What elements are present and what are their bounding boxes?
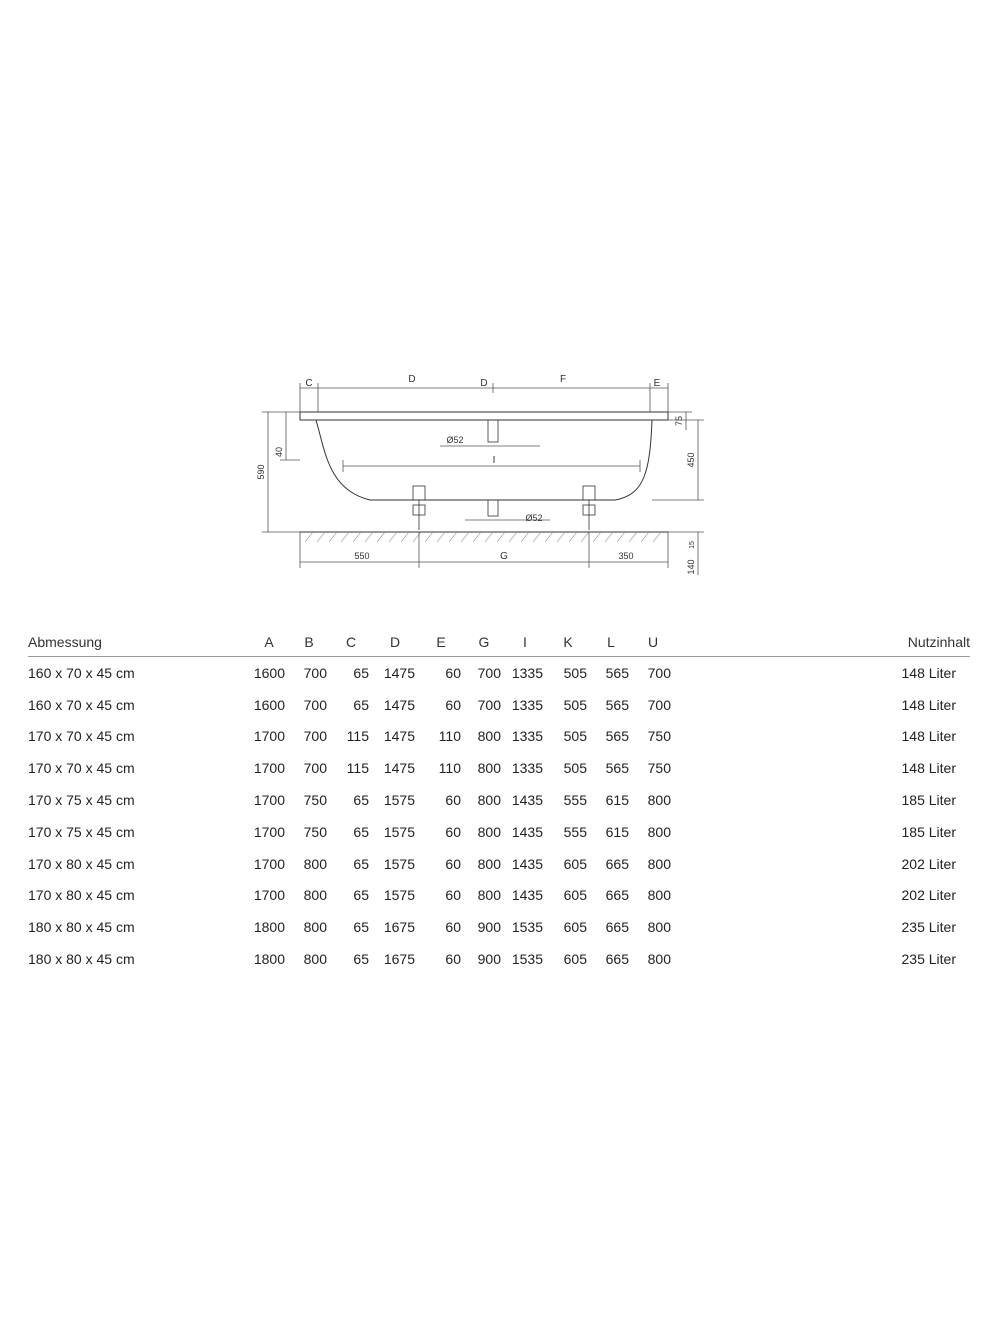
row-value: 505 (563, 664, 587, 681)
row-value: 700 (647, 696, 671, 713)
dim-drain-diameter: Ø52 (525, 513, 543, 523)
row-volume: 185 Liter (901, 823, 956, 840)
dim-75: 75 (674, 415, 684, 427)
right-foot (583, 486, 595, 500)
row-value: 1575 (383, 792, 415, 809)
row-value: 800 (477, 823, 501, 840)
row-value: 665 (605, 855, 629, 872)
dim-15: 15 (689, 541, 696, 549)
left-foot (413, 486, 425, 500)
table-row (28, 721, 970, 753)
row-value: 115 (346, 760, 369, 777)
row-value: 1435 (511, 855, 543, 872)
row-volume: 185 Liter (901, 792, 956, 809)
bathtub-technical-drawing (0, 0, 1000, 600)
row-volume: 202 Liter (901, 855, 956, 872)
row-value: 700 (477, 696, 501, 713)
table-row (28, 816, 970, 848)
row-size: 160 x 70 x 45 cm (28, 664, 135, 681)
row-value: 565 (605, 664, 629, 681)
row-value: 1700 (253, 792, 285, 809)
row-size: 170 x 70 x 45 cm (28, 760, 135, 777)
row-value: 65 (353, 664, 369, 681)
row-value: 1335 (511, 728, 543, 745)
dim-350: 350 (618, 551, 634, 561)
header-col: C (330, 628, 372, 657)
row-value: 60 (445, 855, 461, 872)
table-row (28, 848, 970, 880)
row-value: 110 (438, 728, 461, 745)
row-value: 1335 (511, 696, 543, 713)
row-size: 170 x 80 x 45 cm (28, 887, 135, 904)
row-value: 750 (303, 823, 327, 840)
row-value: 800 (303, 951, 327, 968)
row-value: 615 (605, 823, 629, 840)
drain-pipe (488, 500, 498, 516)
row-value: 900 (477, 919, 501, 936)
header-col: I (504, 628, 546, 657)
header-col: B (288, 628, 330, 657)
row-value: 60 (445, 696, 461, 713)
row-value: 1575 (383, 887, 415, 904)
row-volume: 235 Liter (901, 951, 956, 968)
row-value: 1700 (253, 823, 285, 840)
tub-rim (300, 412, 668, 420)
row-value: 1800 (253, 951, 285, 968)
row-value: 800 (477, 792, 501, 809)
dim-550: 550 (354, 551, 370, 561)
row-value: 800 (647, 951, 671, 968)
row-value: 60 (445, 664, 461, 681)
row-value: 605 (563, 951, 587, 968)
row-volume: 148 Liter (901, 728, 956, 745)
row-value: 800 (477, 760, 501, 777)
table-row (28, 911, 970, 943)
row-value: 800 (477, 855, 501, 872)
header-col: U (632, 628, 674, 657)
row-value: 65 (353, 696, 369, 713)
row-value: 700 (303, 728, 327, 745)
row-value: 60 (445, 919, 461, 936)
row-value: 900 (477, 951, 501, 968)
dim-140: 140 (686, 559, 696, 575)
table-body (28, 657, 970, 975)
row-value: 1535 (511, 919, 543, 936)
row-value: 800 (303, 887, 327, 904)
label-i: I (492, 455, 496, 466)
row-value: 750 (647, 760, 671, 777)
row-value: 555 (563, 823, 587, 840)
row-value: 750 (303, 792, 327, 809)
header-col: K (546, 628, 590, 657)
header-col: G (464, 628, 504, 657)
row-value: 65 (353, 887, 369, 904)
row-value: 555 (563, 792, 587, 809)
row-value: 65 (353, 855, 369, 872)
dim-40: 40 (274, 446, 284, 458)
row-value: 800 (477, 887, 501, 904)
row-value: 800 (303, 919, 327, 936)
row-value: 665 (605, 887, 629, 904)
row-value: 1675 (383, 951, 415, 968)
row-volume: 202 Liter (901, 887, 956, 904)
row-value: 1700 (253, 728, 285, 745)
row-value: 665 (605, 919, 629, 936)
table-row (28, 689, 970, 721)
row-value: 1800 (253, 919, 285, 936)
row-volume: 148 Liter (901, 696, 956, 713)
row-size: 170 x 80 x 45 cm (28, 855, 135, 872)
row-value: 700 (647, 664, 671, 681)
row-value: 1700 (253, 760, 285, 777)
header-col: D (372, 628, 418, 657)
row-volume: 148 Liter (901, 760, 956, 777)
header-col: L (590, 628, 632, 657)
row-value: 605 (563, 919, 587, 936)
row-value: 115 (346, 728, 369, 745)
row-value: 1335 (511, 760, 543, 777)
row-value: 65 (353, 792, 369, 809)
row-value: 505 (563, 728, 587, 745)
row-size: 170 x 75 x 45 cm (28, 792, 135, 809)
row-value: 565 (605, 696, 629, 713)
row-value: 800 (647, 887, 671, 904)
label-d: D (480, 378, 488, 389)
row-value: 750 (647, 728, 671, 745)
row-value: 1475 (383, 728, 415, 745)
dim-590: 590 (256, 464, 266, 480)
row-value: 700 (477, 664, 501, 681)
label-e: E (653, 378, 661, 389)
label-f: F (559, 374, 567, 385)
row-value: 615 (605, 792, 629, 809)
row-value: 65 (353, 951, 369, 968)
row-value: 1575 (383, 855, 415, 872)
row-volume: 235 Liter (901, 919, 956, 936)
dim-overflow-diameter: Ø52 (446, 435, 464, 445)
table-row (28, 752, 970, 784)
floor-hatching (305, 532, 661, 542)
row-value: 1535 (511, 951, 543, 968)
overflow-pipe (488, 420, 498, 442)
row-value: 700 (303, 760, 327, 777)
table-row (28, 943, 970, 975)
row-value: 800 (647, 823, 671, 840)
row-value: 800 (303, 855, 327, 872)
row-value: 605 (563, 855, 587, 872)
dim-450: 450 (686, 452, 696, 468)
row-value: 1335 (511, 664, 543, 681)
row-value: 110 (438, 760, 461, 777)
row-value: 1700 (253, 887, 285, 904)
label-c: C (305, 378, 313, 389)
row-value: 565 (605, 728, 629, 745)
row-value: 1475 (383, 664, 415, 681)
tub-body (316, 420, 652, 500)
table-row (28, 657, 970, 689)
row-value: 1475 (383, 760, 415, 777)
row-value: 1675 (383, 919, 415, 936)
label-g: G (500, 551, 508, 562)
row-value: 800 (647, 792, 671, 809)
row-value: 700 (303, 696, 327, 713)
row-value: 60 (445, 823, 461, 840)
label-d-top: D (408, 374, 416, 385)
row-value: 65 (353, 823, 369, 840)
row-value: 665 (605, 951, 629, 968)
header-abmessung: Abmessung (28, 628, 250, 657)
header-nutzinhalt: Nutzinhalt (674, 628, 970, 657)
row-value: 65 (353, 919, 369, 936)
row-value: 1600 (253, 696, 285, 713)
row-size: 170 x 70 x 45 cm (28, 728, 135, 745)
table-row (28, 880, 970, 912)
row-value: 800 (647, 919, 671, 936)
header-col: E (418, 628, 464, 657)
row-value: 605 (563, 887, 587, 904)
row-value: 60 (445, 792, 461, 809)
row-value: 1435 (511, 887, 543, 904)
row-value: 1475 (383, 696, 415, 713)
row-volume: 148 Liter (901, 664, 956, 681)
row-size: 160 x 70 x 45 cm (28, 696, 135, 713)
row-value: 800 (647, 855, 671, 872)
row-size: 170 x 75 x 45 cm (28, 823, 135, 840)
row-value: 700 (303, 664, 327, 681)
row-size: 180 x 80 x 45 cm (28, 951, 135, 968)
dimensions-table (28, 628, 970, 975)
row-value: 565 (605, 760, 629, 777)
header-col: A (250, 628, 288, 657)
row-value: 800 (477, 728, 501, 745)
table-header-row (28, 628, 970, 657)
table-row (28, 784, 970, 816)
row-value: 505 (563, 760, 587, 777)
row-value: 60 (445, 951, 461, 968)
row-value: 1700 (253, 855, 285, 872)
row-value: 1600 (253, 664, 285, 681)
row-size: 180 x 80 x 45 cm (28, 919, 135, 936)
row-value: 1435 (511, 792, 543, 809)
row-value: 1435 (511, 823, 543, 840)
row-value: 60 (445, 887, 461, 904)
row-value: 1575 (383, 823, 415, 840)
row-value: 505 (563, 696, 587, 713)
